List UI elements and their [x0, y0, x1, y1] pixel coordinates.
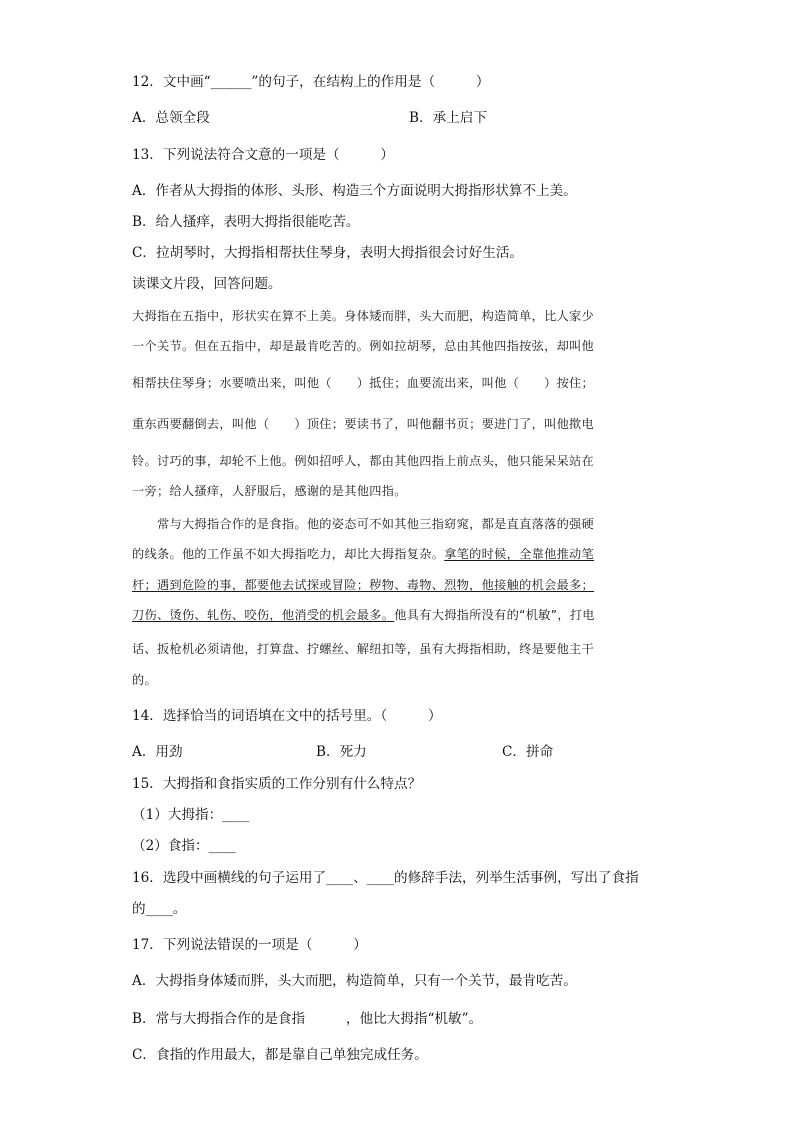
q13-option-c: C．拉胡琴时，大拇指相帮扶住琴身，表明大拇指很会讨好生活。	[132, 245, 524, 261]
q12-option-b: B．承上启下	[409, 110, 487, 126]
q15-stem: 15．大拇指和食指实质的工作分别有什么特点？	[132, 776, 422, 792]
q13-stem: 13．下列说法符合文意的一项是（ ）	[132, 147, 394, 163]
passage-line-4: 重东西要翻倒去，叫他（ ）顶住；要读书了，叫他翻书页；要进门了，叫他揿电	[132, 417, 595, 431]
passage-line-10-plain: 他具有大拇指所没有的“机敏”，打电	[394, 608, 595, 622]
q16-line-2: 的____。	[132, 901, 187, 917]
q17-option-b: B．常与大拇指合作的是食指 ，他比大拇指“机敏”。	[132, 1011, 483, 1027]
underlined-sentence-part-1: 拿笔的时候，全靠他推动笔	[444, 547, 595, 561]
passage-line-5: 铃。讨巧的事，却轮不上他。例如招呼人，都由其他四指上前点头，他只能呆呆站在	[132, 454, 595, 468]
underlined-sentence-part-2: 杆；遇到危险的事，都要他去试探或冒险；秽物、毒物、烈物，他接触的机会最多；	[132, 578, 595, 592]
q14-option-a: A．用劲	[132, 744, 183, 760]
passage-line-7: 常与大拇指合作的是食指。他的姿态可不如其他三指窈窕，都是直直落落的强硬	[132, 517, 595, 531]
passage-line-1: 大拇指在五指中，形状实在算不上美。身体矮而胖，头大而肥，构造简单，比人家少	[132, 309, 595, 323]
q15-sub-2: （2）食指：____	[132, 838, 236, 854]
q16-line-1: 16．选段中画横线的句子运用了____、____的修辞手法，列举生活事例，写出了食指	[132, 870, 639, 886]
passage-line-10	[132, 605, 595, 625]
passage-line-6: 一旁；给人搔痒，人舒服后，感谢的是其他四指。	[132, 484, 407, 498]
passage-line-8-plain: 的线条。他的工作虽不如大拇指吃力，却比大拇指复杂。	[132, 547, 445, 561]
q12-stem: 12．文中画“______”的句子，在结构上的作用是（ ）	[132, 74, 490, 90]
passage-line-12: 的。	[132, 673, 157, 687]
q12-option-a: A．总领全段	[132, 110, 210, 126]
q15-sub-1: （1）大拇指：____	[132, 807, 250, 823]
q17-option-a: A．大拇指身体矮而胖，头大而肥，构造简单，只有一个关节，最肯吃苦。	[132, 973, 577, 989]
q14-option-c: C．拼命	[502, 744, 554, 760]
passage-line-3: 相帮扶住琴身；水要喷出来，叫他（ ）抵住；血要流出来，叫他（ ）按住；	[132, 376, 595, 390]
passage-line-11: 话、扳枪机必须请他，打算盘、拧螺丝、解纽扣等，虽有大拇指相助，终是要他主干	[132, 642, 595, 656]
q13-option-b: B．给人搔痒，表明大拇指很能吃苦。	[132, 214, 360, 230]
q14-option-b: B．死力	[316, 744, 367, 760]
q17-option-c: C．食指的作用最大，都是靠自己单独完成任务。	[132, 1047, 428, 1063]
q17-stem: 17．下列说法错误的一项是（ ）	[132, 937, 367, 953]
passage-line-2: 一个关节。但在五指中，却是最肯吃苦的。例如拉胡琴，总由其他四指按弦，却叫他	[132, 339, 595, 353]
passage-line-9	[132, 575, 594, 595]
q14-stem: 14．选择恰当的词语填在文中的括号里。（ ）	[132, 708, 442, 724]
q13-option-a: A．作者从大拇指的体形、头形、构造三个方面说明大拇指形状算不上美。	[132, 183, 577, 199]
underlined-sentence-part-3: 刀伤、烫伤、轧伤、咬伤，他消受的机会最多。	[132, 608, 395, 622]
passage-line-8	[132, 544, 594, 564]
section-title: 读课文片段，回答问题。	[132, 276, 282, 292]
